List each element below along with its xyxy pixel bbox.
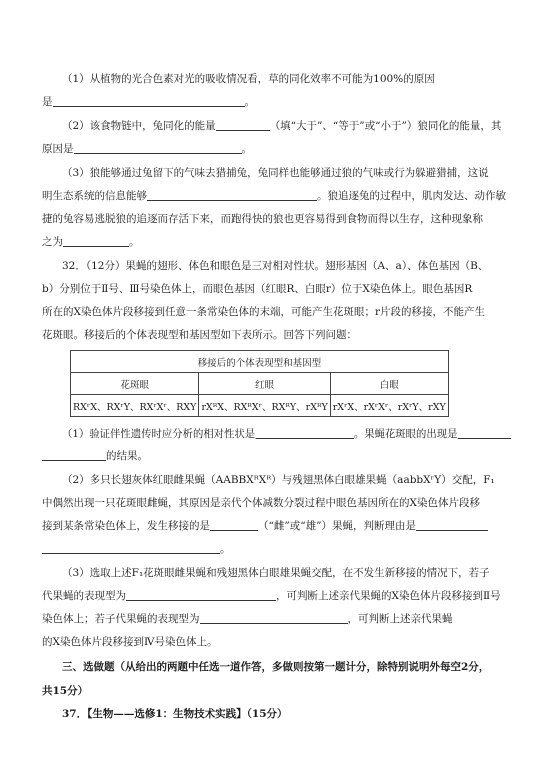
q37-title: 37．【生物——选修1：生物技术实践】（15分）: [62, 708, 288, 720]
q32-sub2-line1: （2）多只长翅灰体红眼雌果蝇（AABBXᴿXᴿ）与残翅黑体白眼雄果蝇（aabbXʳY）交配，F₁: [62, 474, 495, 486]
q32-sub2-line2: 中偶然出现一只花斑眼雌蝇，其原因是亲代个体减数分裂过程中眼色基因所在的X染色体片段移: [42, 497, 480, 509]
answer-blank[interactable]: [42, 449, 106, 461]
q32-sub2-line3: 接到某条常染色体上，发生移接的是 （“雌”或“雄”）果蝇，判断理由是: [42, 518, 488, 533]
table-title-row: [71, 351, 449, 373]
q32-sub3-line4: 的X染色体片段移接到Ⅳ号染色体上。: [42, 636, 218, 648]
cell-red-genotypes: rXᴿX、RXᴿXʳ、RXᴿY、rXᴿY: [199, 395, 330, 417]
section3-heading-line2: 共15分）: [42, 685, 89, 697]
q31-part2-text: （2）该食物链中，兔同化的能量 （填“大于”、“等于”或“小于”）狼同化的能量，其: [62, 120, 502, 132]
q32-sub3-line1: （3）选取上述F₁花斑眼雌果蝇和残翅黑体白眼雄果蝇交配，在不发生新移接的情况下，若子: [62, 567, 490, 579]
q32-sub3-line3: 染色体上；若子代果蝇的表现型为 ，可判断上述亲代果蝇: [42, 613, 453, 625]
section3-heading-line1: 三、选做题（从给出的两题中任选一道作答，多做则按第一题计分，除特别说明外每空2分，: [62, 661, 490, 673]
header-mottled-eye: 花斑眼: [71, 373, 199, 395]
table-header-row: [71, 373, 449, 395]
q32-intro-line3: 所在的X染色体片段移接到任意一条常染色体的末端，可能产生花斑眼；r片段的移接，不能产生: [42, 306, 485, 318]
header-white-eye: 白眼: [330, 373, 448, 395]
answer-blank[interactable]: [210, 519, 258, 531]
cell-mottled-genotypes: RXʳX、RXʳY、RXʳXʳ、RXY: [71, 395, 199, 417]
genotype-table: [70, 350, 449, 417]
answer-blank[interactable]: [216, 119, 270, 131]
q32-intro-line4: 花斑眼。移接后的个体表现型和基因型如下表所示。回答下列问题：: [42, 329, 357, 341]
q31-part2-answer-line: 原因是 。: [42, 143, 252, 155]
answer-blank[interactable]: [53, 95, 245, 107]
answer-blank[interactable]: [147, 189, 317, 201]
q31-part1-answer-line: 是 。: [42, 96, 255, 108]
table-row: [71, 395, 449, 417]
answer-blank[interactable]: [126, 589, 276, 601]
q32-sub1-line2: 的结果。: [42, 448, 148, 463]
q32-intro-line2: b）分别位于Ⅱ号、Ⅲ号染色体上，而眼色基因（红眼R、白眼r）位于X染色体上。眼色基因R: [42, 283, 473, 295]
q31-part3-line3: 捷的兔容易逃脱狼的追逐而存活下来，而跑得快的狼也更容易得到食物而得以生存，这种现象称: [42, 213, 483, 225]
answer-blank[interactable]: [255, 427, 354, 439]
answer-blank[interactable]: [63, 235, 129, 247]
q32-sub2-line4: 。: [42, 541, 231, 556]
q31-part3-text: （3）狼能够通过兔留下的气味去猎捕兔，兔同样也能够通过狼的气味或行为躲避猎捕，这说: [62, 167, 489, 179]
q32-sub3-line2: 代果蝇的表现型为 ，可判断上述亲代果蝇的X染色体片段移接到Ⅱ号: [42, 590, 501, 602]
answer-blank[interactable]: [457, 427, 510, 439]
answer-blank[interactable]: [42, 542, 220, 554]
q31-part1-text: （1）从植物的光合色素对光的吸收情况看，草的同化效率不可能为100%的原因: [62, 73, 435, 85]
answer-blank[interactable]: [74, 142, 242, 154]
answer-blank[interactable]: [416, 519, 488, 531]
q32-sub1-line1: （1）验证伴性遗传时应分析的相对性状是 。果蝇花斑眼的出现是: [62, 426, 511, 441]
cell-white-genotypes: rXʳX、rXʳXʳ、rXʳY、rXY: [330, 395, 448, 417]
table-title: 移接后的个体表现型和基因型: [71, 351, 449, 373]
q32-intro-line1: 32．（12分）果蝇的翅形、体色和眼色是三对相对性状。翅形基因（A、a）、体色基因（B、: [62, 260, 489, 272]
q31-part3-line4: 之为 。: [42, 236, 140, 248]
q31-part3-line2: 明生态系统的信息能够 。狼追逐兔的过程中，肌肉发达、动作敏: [42, 190, 506, 202]
header-red-eye: 红眼: [199, 373, 330, 395]
answer-blank[interactable]: [200, 612, 348, 624]
